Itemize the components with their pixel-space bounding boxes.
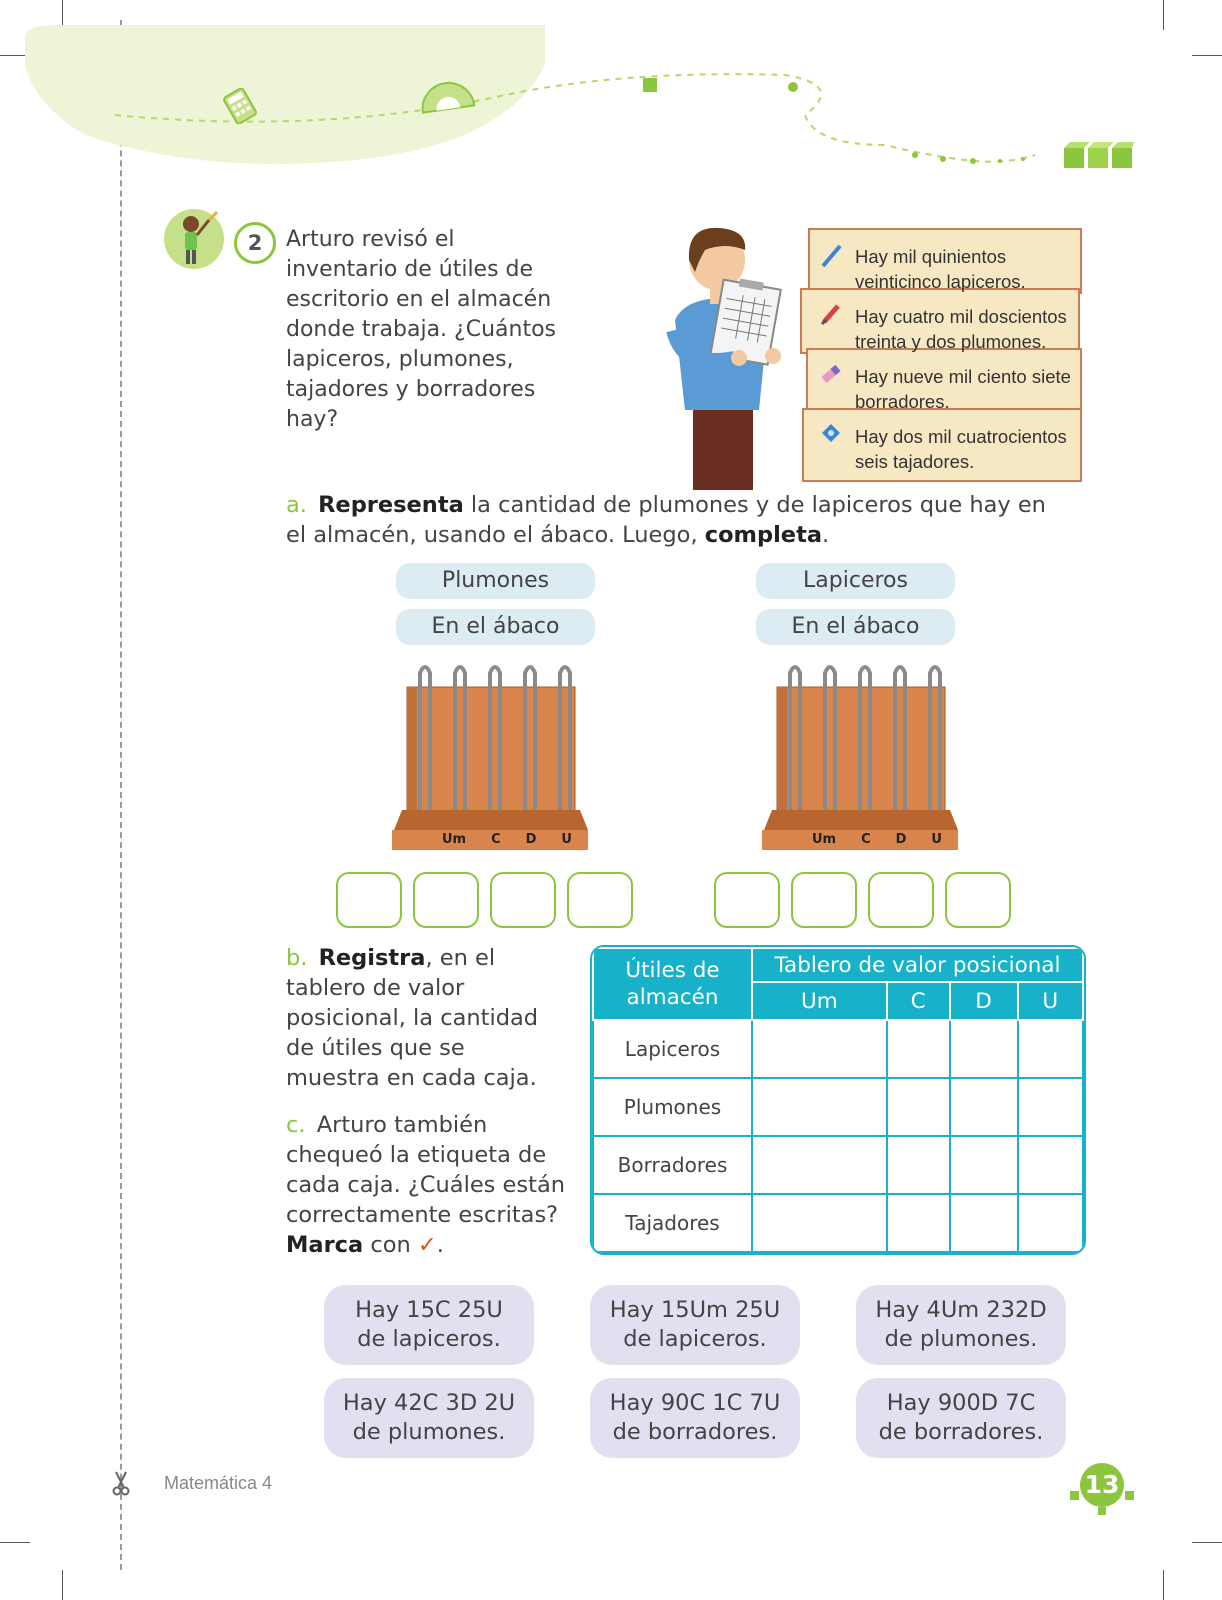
crop-mark: [1192, 1542, 1222, 1543]
option-line: de lapiceros.: [357, 1326, 501, 1352]
verb: Registra: [318, 945, 426, 971]
box-label-text: Hay dos mil cuatrocientos seis tajadores.: [855, 426, 1067, 472]
table-row: [593, 1078, 1083, 1136]
worker-illustration: [655, 220, 795, 490]
option-line: Hay 15C 25U: [355, 1297, 503, 1323]
table-cell[interactable]: [887, 1136, 950, 1194]
place-label: Um: [442, 832, 467, 847]
box-label: [820, 230, 1080, 290]
answer-box-plumones-um[interactable]: [336, 872, 402, 928]
crop-mark: [1192, 55, 1222, 56]
item-c-instruction: [286, 1110, 576, 1260]
pen-icon: [820, 244, 842, 268]
answer-box-lapiceros-d[interactable]: [868, 872, 934, 928]
page-number: 13: [1080, 1463, 1124, 1507]
item-text: la cantidad de plumones y de lapiceros que hay en el almacén, usando el ábaco. Luego,: [286, 492, 1046, 548]
verb: Representa: [318, 492, 464, 518]
table-row: [593, 1020, 1083, 1078]
scissors-icon: [110, 1470, 132, 1496]
row-label: Plumones: [593, 1078, 752, 1136]
item-text: Arturo también chequeó la etiqueta de cada caja. ¿Cuáles están correctamente escritas?: [286, 1112, 565, 1228]
table-cell[interactable]: [950, 1078, 1018, 1136]
item-b-instruction: [286, 943, 556, 1093]
table-cell[interactable]: [887, 1020, 950, 1078]
table-cell[interactable]: [1018, 1078, 1083, 1136]
table-row: [593, 1136, 1083, 1194]
option-line: Hay 90C 1C 7U: [609, 1390, 781, 1416]
option-card[interactable]: [856, 1378, 1066, 1458]
marker-icon: [820, 302, 842, 326]
table-cell[interactable]: [887, 1078, 950, 1136]
table-header-items: Útiles de almacén: [593, 948, 752, 1020]
table-row: [593, 1194, 1083, 1252]
option-card[interactable]: [590, 1378, 800, 1458]
question-text: Arturo revisó el inventario de útiles de escritorio en el almacén donde trabaja. ¿Cuántos lapiceros, plumones, tajadores y borradores hay?: [286, 227, 556, 432]
abacus-right-subtitle: En el ábaco: [756, 609, 955, 645]
abacus-place-labels: [812, 830, 942, 850]
option-card[interactable]: [324, 1378, 534, 1458]
abacus-left-frame: [392, 655, 592, 850]
item-a-instruction: [286, 490, 1046, 550]
calculator-icon: [222, 88, 258, 124]
abacus-left-title: Plumones: [396, 563, 595, 599]
item-text: .: [436, 1232, 444, 1258]
footer-book-title: Matemática 4: [164, 1473, 273, 1493]
item-text: , en el tablero de valor posicional, la cantidad de útiles que se muestra en cada caja.: [286, 945, 539, 1091]
answer-box-lapiceros-u[interactable]: [945, 872, 1011, 928]
place-label: C: [491, 832, 501, 847]
table-col-header: C: [887, 982, 950, 1020]
crop-mark: [0, 1542, 30, 1543]
abacus-right-title: Lapiceros: [756, 563, 955, 599]
sharpener-icon: [820, 422, 842, 446]
table-cell[interactable]: [752, 1194, 887, 1252]
option-line: Hay 900D 7C: [886, 1390, 1036, 1416]
abacus-place-labels: [442, 830, 572, 850]
question-number: 2: [234, 222, 276, 264]
abacus-left[interactable]: [392, 655, 592, 850]
option-line: de borradores.: [878, 1419, 1044, 1445]
option-line: Hay 42C 3D 2U: [342, 1390, 516, 1416]
row-label: Tajadores: [593, 1194, 752, 1252]
option-card[interactable]: [856, 1285, 1066, 1365]
box-label: [820, 350, 1080, 410]
table-cell[interactable]: [887, 1194, 950, 1252]
box-label-text: Hay mil quinientos veinticinco lapiceros.: [855, 246, 1026, 292]
item-letter: b.: [286, 945, 308, 971]
table-cell[interactable]: [950, 1136, 1018, 1194]
option-line: Hay 15Um 25U: [609, 1297, 781, 1323]
option-card[interactable]: [590, 1285, 800, 1365]
check-icon: ✓: [417, 1232, 437, 1258]
table-cell[interactable]: [752, 1078, 887, 1136]
row-label: Lapiceros: [593, 1020, 752, 1078]
box-labels: [820, 230, 1080, 480]
place-value-table: [590, 945, 1086, 1255]
table-col-header: U: [1018, 982, 1083, 1020]
answer-box-plumones-c[interactable]: [413, 872, 479, 928]
place-label: Um: [812, 832, 837, 847]
eraser-icon: [820, 362, 842, 386]
answer-box-lapiceros-c[interactable]: [791, 872, 857, 928]
option-line: de plumones.: [884, 1326, 1038, 1352]
option-line: de plumones.: [352, 1419, 506, 1445]
row-label: Borradores: [593, 1136, 752, 1194]
place-label: D: [525, 832, 537, 847]
option-line: de borradores.: [612, 1419, 778, 1445]
answer-box-lapiceros-um[interactable]: [714, 872, 780, 928]
table-cell[interactable]: [752, 1136, 887, 1194]
table-col-header: D: [950, 982, 1018, 1020]
item-text: .: [822, 522, 830, 548]
table-cell[interactable]: [950, 1020, 1018, 1078]
crop-mark: [1163, 0, 1164, 30]
crop-mark: [1163, 1570, 1164, 1600]
table-cell[interactable]: [752, 1020, 887, 1078]
answer-box-plumones-u[interactable]: [567, 872, 633, 928]
table-cell[interactable]: [1018, 1194, 1083, 1252]
abacus-right-frame: [762, 655, 962, 850]
verb: completa: [704, 522, 823, 548]
cubes-icon: [1062, 142, 1134, 170]
table-cell[interactable]: [950, 1194, 1018, 1252]
box-label-text: Hay nueve mil ciento siete borradores.: [855, 366, 1071, 412]
option-line: de lapiceros.: [623, 1326, 767, 1352]
place-label: U: [561, 832, 572, 847]
box-label-text: Hay cuatro mil doscientos treinta y dos plumones.: [855, 306, 1067, 352]
item-letter: c.: [286, 1112, 306, 1138]
student-avatar: [163, 208, 225, 270]
crop-mark: [62, 1570, 63, 1600]
abacus-right[interactable]: [762, 655, 962, 850]
place-label: U: [931, 832, 942, 847]
box-label: [820, 290, 1080, 350]
header-dotted-path: [25, 25, 1125, 195]
table-header-group: Tablero de valor posicional: [752, 948, 1083, 982]
option-card[interactable]: [324, 1285, 534, 1365]
item-letter: a.: [286, 492, 307, 518]
table-cell[interactable]: [1018, 1136, 1083, 1194]
table-cell[interactable]: [1018, 1020, 1083, 1078]
answer-box-plumones-d[interactable]: [490, 872, 556, 928]
abacus-left-subtitle: En el ábaco: [396, 609, 595, 645]
verb: Marca: [286, 1232, 364, 1258]
protractor-icon: [418, 75, 478, 115]
place-label: C: [861, 832, 871, 847]
item-text: con: [363, 1232, 418, 1258]
option-line: Hay 4Um 232D: [875, 1297, 1047, 1323]
cut-line: [120, 20, 122, 1570]
table-col-header: Um: [752, 982, 887, 1020]
place-label: D: [895, 832, 907, 847]
box-label: [820, 410, 1080, 480]
